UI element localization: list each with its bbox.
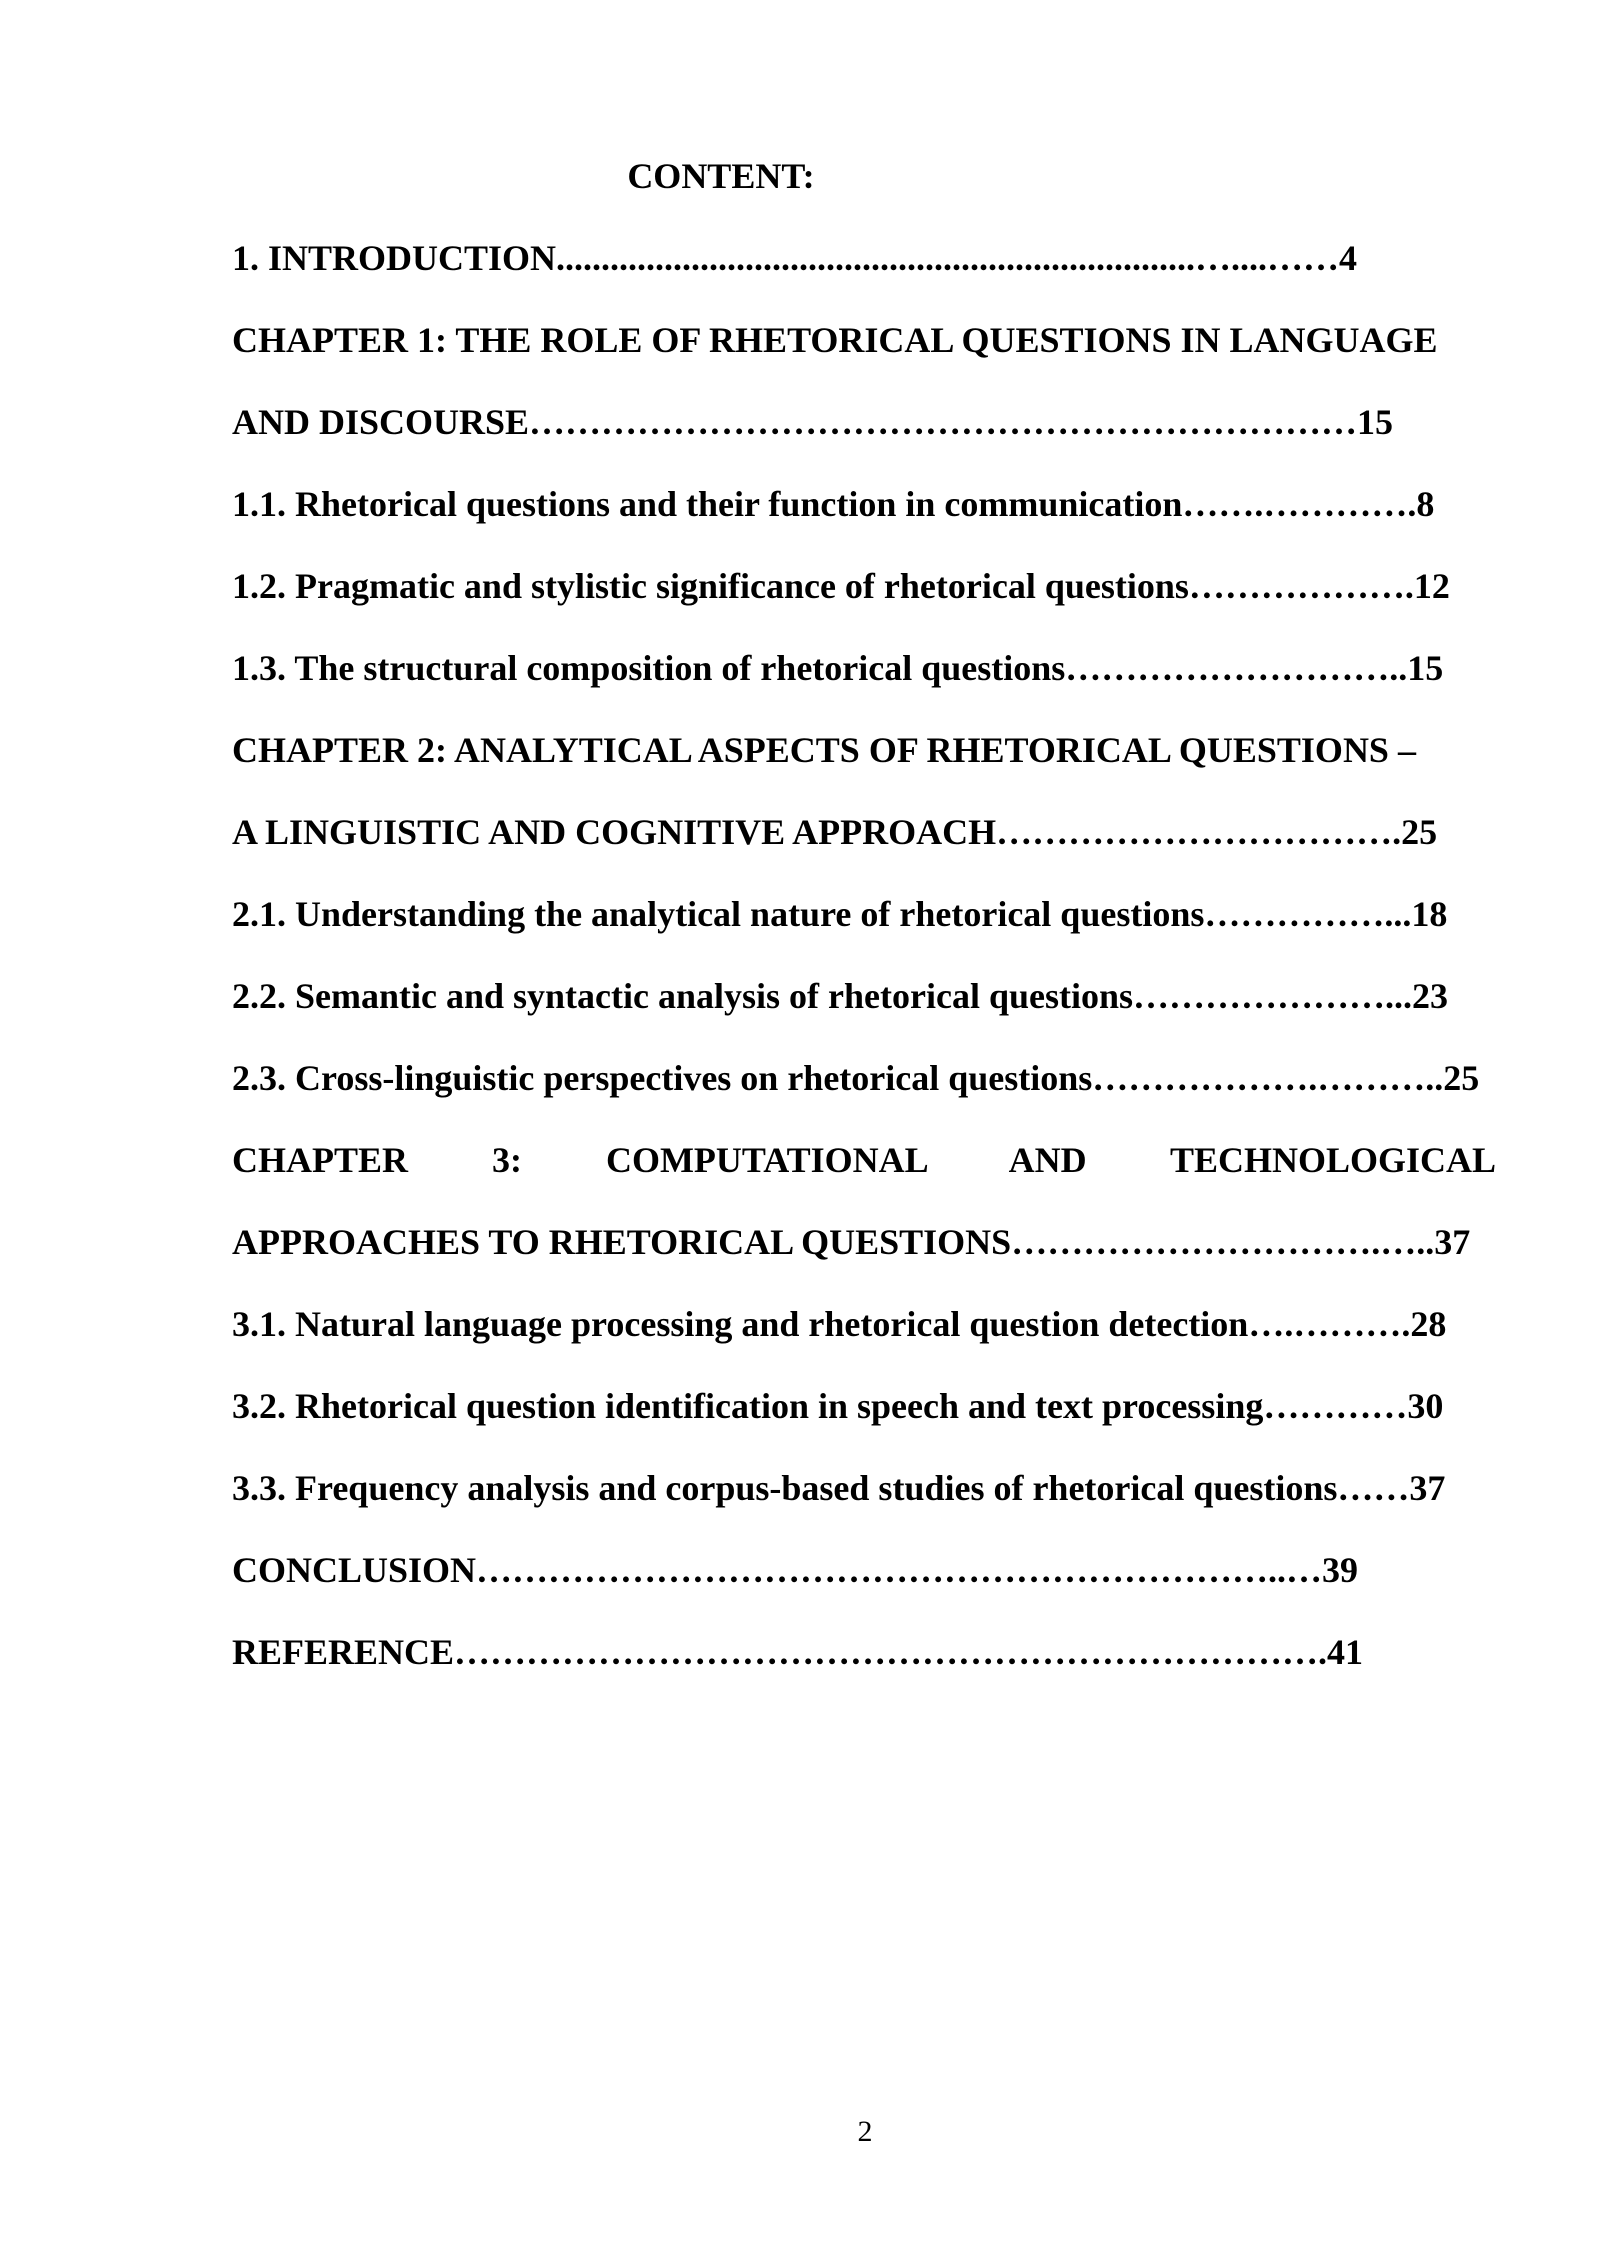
toc-entry-chapter-2-heading-line-2: A LINGUISTIC AND COGNITIVE APPROACH…………………………….25: [232, 812, 1438, 852]
toc-entry-section-2-2: 2.2. Semantic and syntactic analysis of rhetorical questions…………………...23: [232, 976, 1449, 1016]
toc-entry-section-1-2: 1.2. Pragmatic and stylistic significance of rhetorical questions……………….12: [232, 566, 1450, 606]
toc-entry-section-3-2: 3.2. Rhetorical question identification in speech and text processing…………30: [232, 1386, 1444, 1426]
toc-entry-introduction: 1. INTRODUCTION.......................................................................…....……4: [232, 238, 1358, 278]
toc-entry-chapter-3-heading-line-1: CHAPTER 3: COMPUTATIONAL AND TECHNOLOGICAL: [232, 1140, 1496, 1180]
toc-entry-section-1-1: 1.1. Rhetorical questions and their function in communication…….………….8: [232, 484, 1435, 524]
toc-entry-chapter-1-heading-line-1: CHAPTER 1: THE ROLE OF RHETORICAL QUESTIONS IN LANGUAGE: [232, 320, 1438, 360]
table-of-contents: [232, 232, 1496, 1708]
toc-entry-section-2-3: 2.3. Cross-linguistic perspectives on rhetorical questions……………….………..25: [232, 1058, 1480, 1098]
toc-entry-chapter-3-heading-line-2: APPROACHES TO RHETORICAL QUESTIONS………………………….…..37: [232, 1222, 1471, 1262]
toc-entry-section-1-3: 1.3. The structural composition of rhetorical questions………………………..15: [232, 648, 1444, 688]
toc-entry-chapter-2-heading-line-1: CHAPTER 2: ANALYTICAL ASPECTS OF RHETORICAL QUESTIONS –: [232, 730, 1416, 770]
toc-entry-section-3-1: 3.1. Natural language processing and rhetorical question detection….……….28: [232, 1304, 1447, 1344]
toc-entry-chapter-1-heading-line-2: AND DISCOURSE……………………………………………………………15: [232, 402, 1394, 442]
toc-title: CONTENT:: [627, 156, 815, 196]
page-number: 2: [857, 2115, 873, 2148]
toc-entry-section-3-3: 3.3. Frequency analysis and corpus-based studies of rhetorical questions……37: [232, 1468, 1446, 1508]
toc-entry-section-2-1: 2.1. Understanding the analytical nature of rhetorical questions……………...18: [232, 894, 1448, 934]
toc-entry-reference: REFERENCE……………………………………………………………….41: [232, 1632, 1364, 1672]
toc-entry-conclusion: CONCLUSION…………………………………………………………..…39: [232, 1550, 1359, 1590]
